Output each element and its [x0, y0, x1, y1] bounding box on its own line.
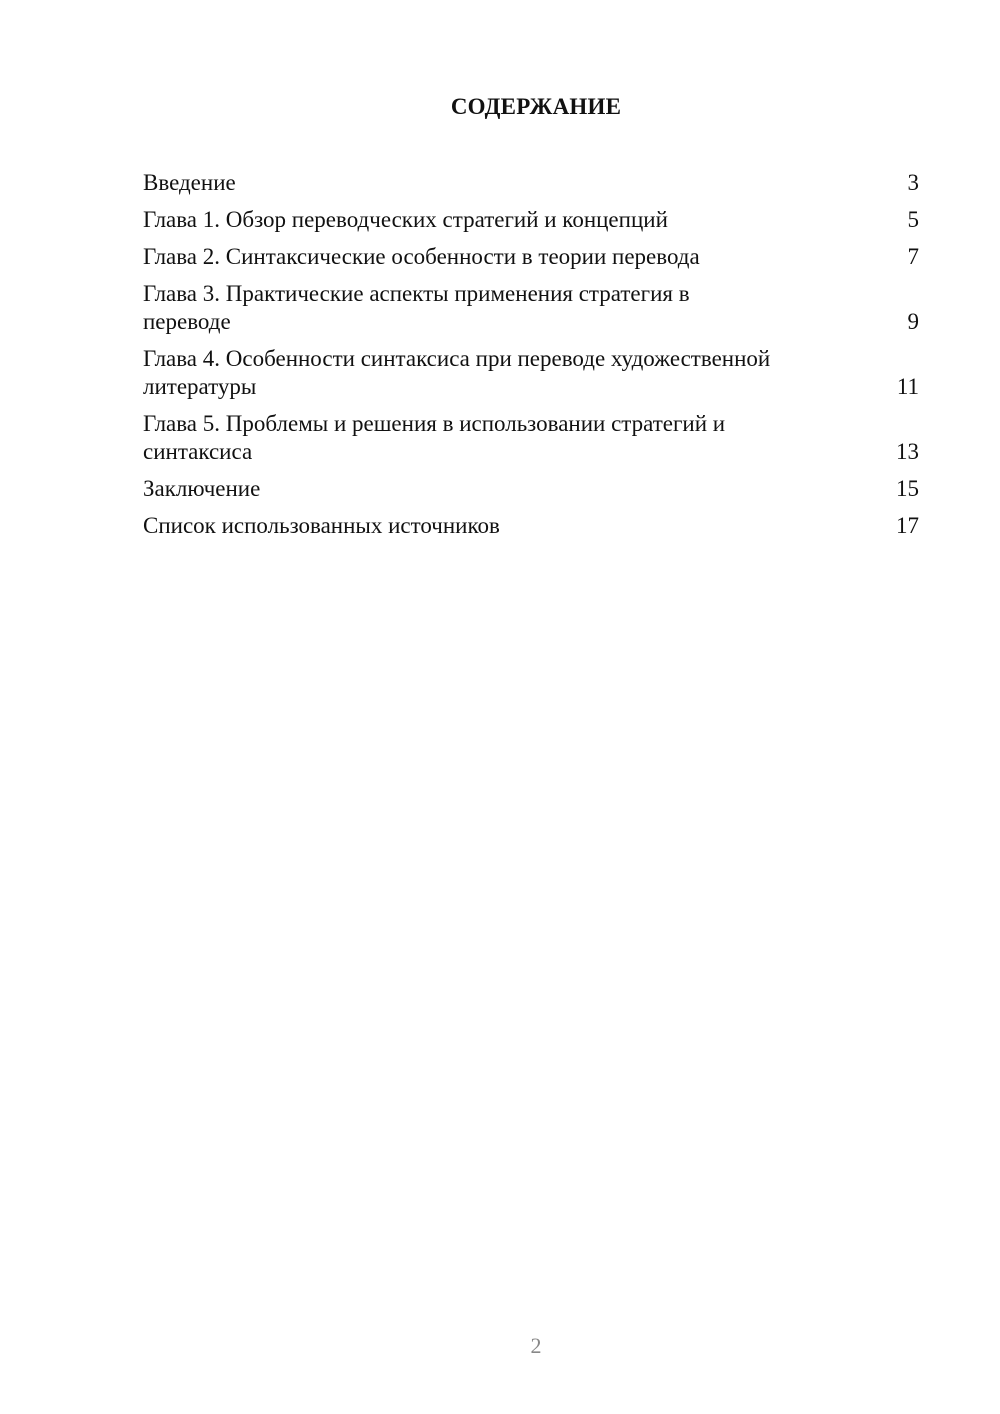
- toc-entry-chapter-5: [143, 410, 919, 466]
- toc-entry-chapter-3: [143, 280, 919, 336]
- toc-entry-title-line: синтаксиса: [143, 439, 253, 464]
- toc-entry-title-line: Список использованных источников: [143, 513, 500, 538]
- toc-entry-conclusion: [143, 475, 919, 503]
- toc-entry-title: [143, 475, 889, 503]
- toc-entry-chapter-4: [143, 345, 919, 401]
- toc-entry-title: [143, 169, 889, 197]
- toc-entry-title-line: Глава 2. Синтаксические особенности в теории перевода: [143, 244, 700, 269]
- toc-entry-page-number: 7: [907, 244, 919, 269]
- toc-entry-title-line: переводе: [143, 309, 231, 334]
- toc-entry-title-line: Заключение: [143, 476, 261, 501]
- toc-entry-introduction: [143, 169, 919, 197]
- toc-entry-title-line: Глава 4. Особенности синтаксиса при переводе художественной: [143, 346, 771, 371]
- toc-entry-page-number: 3: [907, 170, 919, 195]
- toc-entry-title-line: Глава 5. Проблемы и решения в использовании стратегий и: [143, 411, 726, 436]
- toc-entry-title: [143, 512, 889, 540]
- toc-entry-title-line: литературы: [143, 374, 257, 399]
- toc-entry-page-number: 13: [896, 439, 919, 464]
- footer-page-number: 2: [530, 1333, 542, 1358]
- toc-entry-page-number: 5: [907, 207, 919, 232]
- toc-entry-title: [143, 280, 889, 336]
- toc-entry-title-line: Введение: [143, 170, 236, 195]
- toc-entry-title-line: Глава 3. Практические аспекты применения стратегия в: [143, 281, 690, 306]
- toc-entry-page-number: 11: [896, 374, 919, 399]
- toc-entry-page-number: 15: [896, 476, 919, 501]
- toc-entry-title-line: Глава 1. Обзор переводческих стратегий и концепций: [143, 207, 668, 232]
- table-of-contents: [143, 169, 919, 549]
- toc-entry-title: [143, 410, 889, 466]
- toc-entry-chapter-1: [143, 206, 919, 234]
- toc-entry-references: [143, 512, 919, 540]
- toc-entry-title: [143, 206, 889, 234]
- toc-entry-title: [143, 345, 889, 401]
- toc-entry-chapter-2: [143, 243, 919, 271]
- toc-entry-page-number: 17: [896, 513, 919, 538]
- toc-entry-page-number: 9: [907, 309, 919, 334]
- toc-entry-title: [143, 243, 889, 271]
- toc-heading: СОДЕРЖАНИЕ: [450, 94, 622, 119]
